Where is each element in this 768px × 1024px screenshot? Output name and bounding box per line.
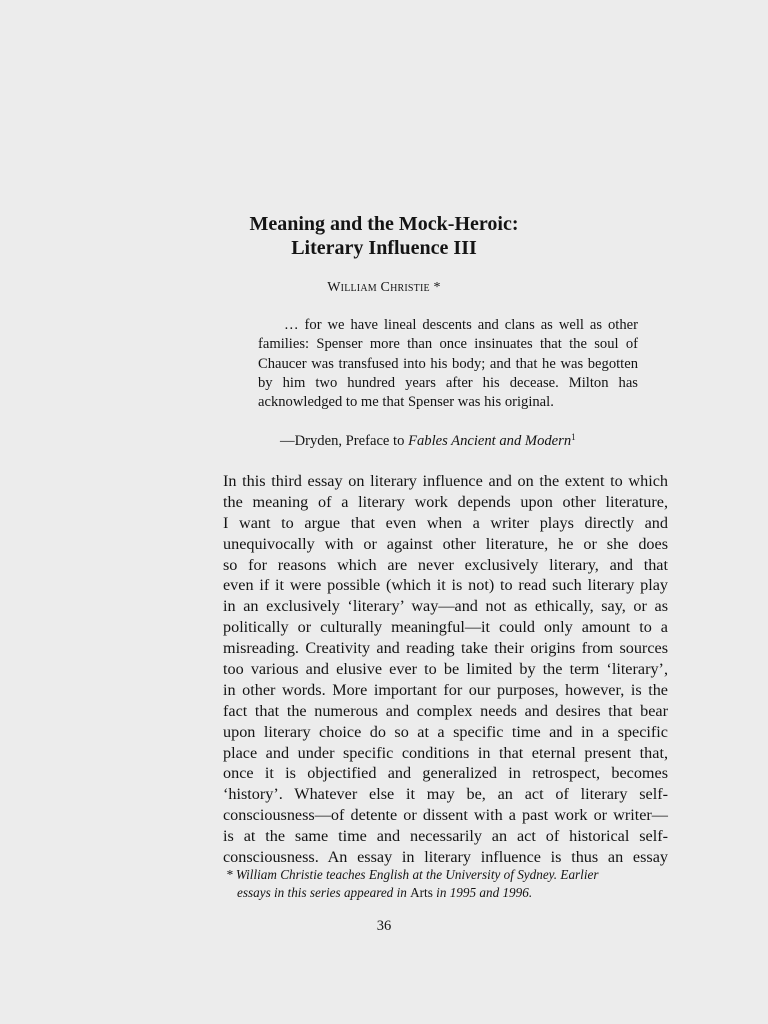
article-title-line-1: Meaning and the Mock-Heroic: xyxy=(249,213,519,235)
body-line: misreading. Creativity and reading take their origins from sources xyxy=(223,639,668,658)
attribution-prefix: —Dryden, Preface to xyxy=(280,433,409,449)
footnote-line-1: * William Christie teaches English at the University of Sydney. Earlier xyxy=(226,867,599,882)
body-line: in an exclusively ‘literary’ way—and not as ethically, say, or as xyxy=(223,597,668,616)
body-paragraph xyxy=(223,471,668,868)
body-line: too various and elusive ever to be limited by the term ‘literary’, xyxy=(223,660,668,679)
body-line: is at the same time and necessarily an act of historical self- xyxy=(223,827,668,846)
body-line: consciousness—of detente or dissent with a past work or writer— xyxy=(223,806,668,825)
body-line: in other words. More important for our purposes, however, is the xyxy=(223,680,668,699)
body-line: once it is objectified and generalized in retrospect, becomes xyxy=(223,764,668,783)
body-line: ‘history’. Whatever else it may be, an act of literary self- xyxy=(223,785,668,804)
footnote-text: essays in this series appeared in xyxy=(237,884,411,900)
page-number: 36 xyxy=(376,918,392,934)
author-line xyxy=(0,280,768,296)
author-name: William Christie xyxy=(327,280,430,295)
endnote-marker: 1 xyxy=(571,432,576,442)
body-line: unequivocally with or against other literature, he or she does xyxy=(223,534,668,553)
body-line: the meaning of a literary work depends upon other literature, xyxy=(223,492,668,511)
footnote-line-2 xyxy=(226,884,670,902)
body-line: consciousness. An essay in literary influence is thus an essay xyxy=(223,848,668,867)
body-line: I want to argue that even when a writer plays directly and xyxy=(223,513,668,532)
body-line: even if it were possible (which it is not) to read such literary play xyxy=(223,576,668,595)
attribution-work-title: Fables Ancient and Modern xyxy=(408,433,572,449)
body-line: upon literary choice do so at a specific time and in a specific xyxy=(223,722,668,741)
body-line: In this third essay on literary influence and on the extent to which xyxy=(223,472,668,490)
author-footnote-marker: * xyxy=(433,280,441,295)
author-footnote xyxy=(226,866,670,901)
body-line: so for reasons which are never exclusively literary, and that xyxy=(223,555,668,574)
article-title-line-2: Literary Influence III xyxy=(291,237,477,259)
epigraph-attribution xyxy=(280,432,650,450)
body-line: politically or culturally meaningful—it could only amount to a xyxy=(223,618,668,637)
epigraph-quote: … for we have lineal descents and clans as well as other families: Spenser more than once insinuates that the soul of Chaucer was transfused into his body; and that he was begotten by him two hundred years after his decease. Milton has acknowledged to me that Spenser was his original. xyxy=(258,317,638,411)
body-line: fact that the numerous and complex needs and desires that bear xyxy=(223,701,668,720)
footnote-text: in 1995 and 1996. xyxy=(432,884,533,900)
epigraph xyxy=(258,316,638,412)
body-line: place and under specific conditions in that eternal present that, xyxy=(223,743,668,762)
footnote-journal-name: Arts xyxy=(410,884,433,900)
